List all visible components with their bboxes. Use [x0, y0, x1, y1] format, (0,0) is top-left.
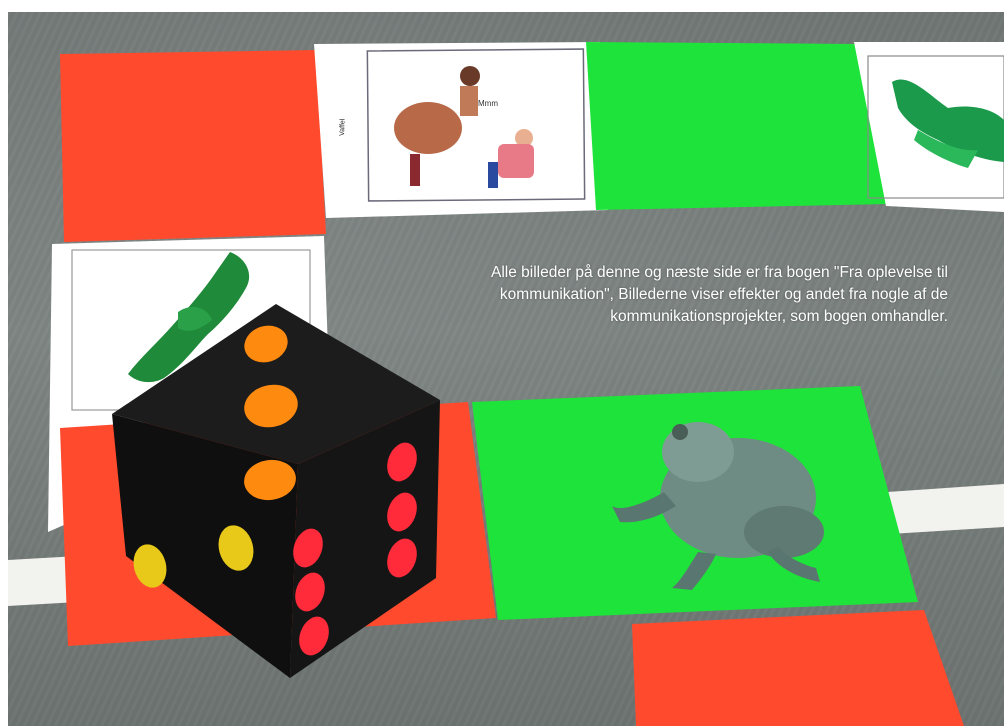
photo-caption: Alle billeder på denne og næste side er fra bogen "Fra oplevelse til kommunikation", Billederne viser effekter og andet fra nogle af de kommunikationsprojekter, som bogen omhandler.	[490, 264, 948, 325]
photo-scene	[8, 12, 1004, 726]
board-square-green-top	[586, 42, 888, 210]
board-game-photo	[8, 12, 1004, 726]
board-square-red-top	[60, 50, 326, 242]
svg-text:Mmm: Mmm	[478, 99, 498, 108]
tape-strip-right	[888, 484, 1004, 534]
board-square-red-bottom-right	[632, 610, 964, 726]
card-label: Vaffel	[339, 118, 347, 137]
